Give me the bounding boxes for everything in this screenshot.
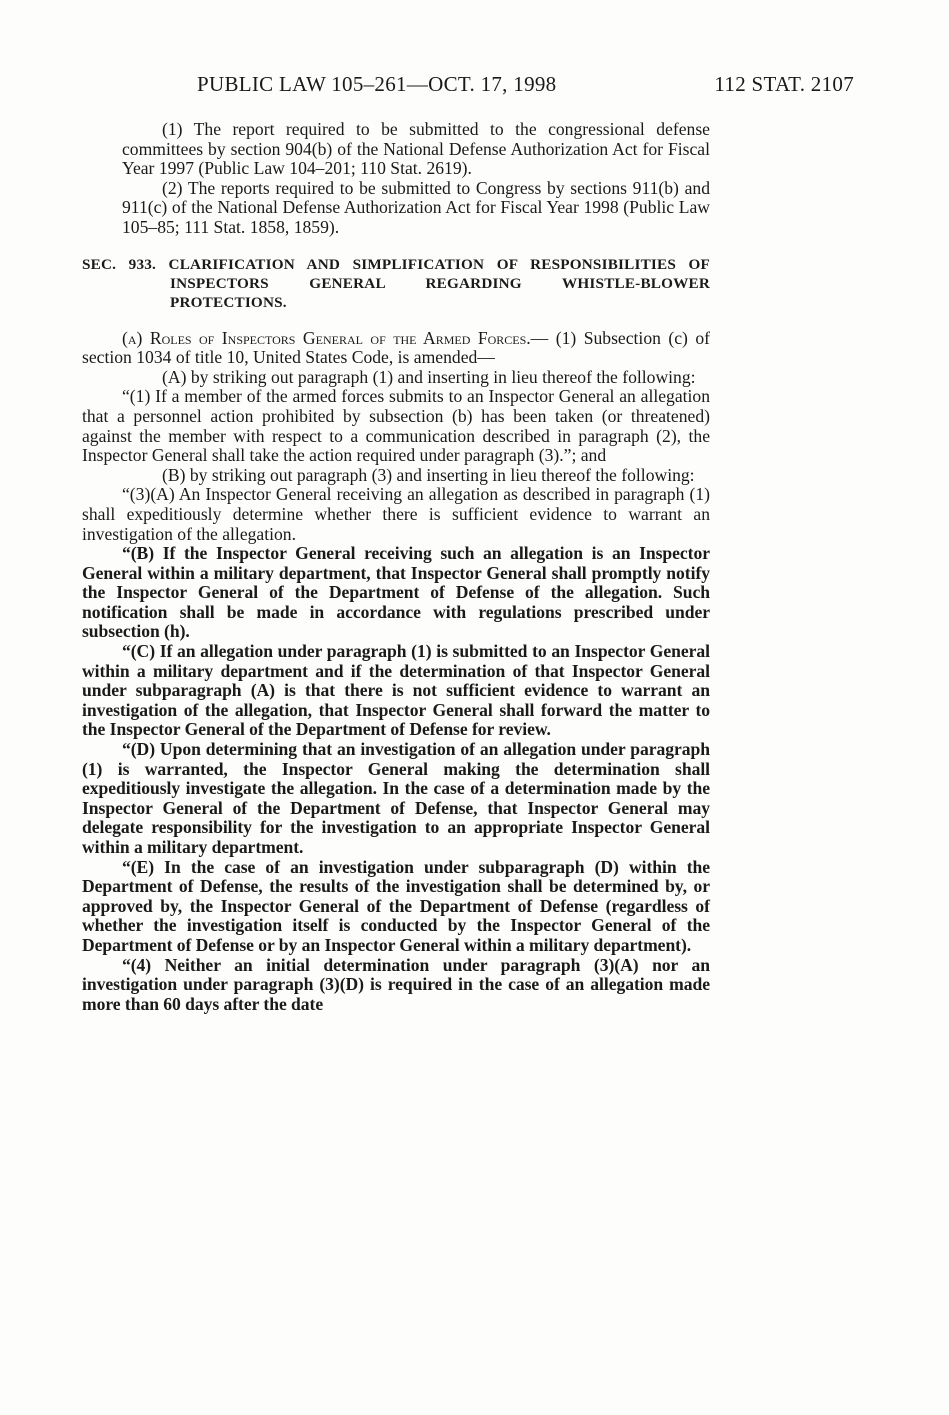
quoted-paragraph-3A: “(3)(A) An Inspector General receiving an allegation as described in paragraph (1) shall expeditiously determine whether there is sufficient evidence to warrant an investigation of the allegation. (82, 484, 710, 544)
clause-B: (B) by striking out paragraph (3) and inserting in lieu thereof the following: (162, 464, 695, 485)
running-head: PUBLIC LAW 105–261—OCT. 17, 1998 (197, 72, 557, 96)
clause-A: (A) by striking out paragraph (1) and inserting in lieu thereof the following: (162, 366, 696, 387)
document-body (82, 120, 710, 1014)
quoted-paragraph-3B: “(B) If the Inspector General receiving such an allegation is an Inspector General within a military department, that Inspector General shall promptly notify the Inspector General of the Department of Defense of the allegation. Such notification shall be made in accordance with regulations prescribed under subsection (h). (82, 543, 710, 642)
spacer (82, 312, 710, 329)
quoted-paragraph-3C: “(C) If an allegation under paragraph (1) is submitted to an Inspector General within a military department and if the determination of that Inspector General under subparagraph (A) is that there is not sufficient evidence to warrant an investigation of the allegation, that Inspector General shall forward the matter to the Inspector General of the Department of Defense for review. (82, 641, 710, 740)
quoted-paragraph-3E: “(E) In the case of an investigation under subparagraph (D) within the Department of Defense, the results of the investigation shall be determined by, or approved by, the Inspector General of the Department of Defense (regardless of whether the investigation itself is conducted by the Inspector General of the Department of Defense or by an Inspector General within a military department). (82, 856, 710, 955)
quoted-paragraph-3D: “(D) Upon determining that an investigation of an allegation under paragraph (1) is warranted, the Inspector General making the determination shall expeditiously investigate the allegation. In the case of a determination made by the Inspector General of the Department of Defense, that Inspector General may delegate responsibility for the investigation to an appropriate Inspector General within a military department. (82, 739, 710, 857)
subsection-a-heading: (a) Roles of Inspectors General of the Armed Forces.— (122, 327, 549, 348)
quoted-paragraph-4: “(4) Neither an initial determination under paragraph (3)(A) nor an investigation under paragraph (3)(D) is required in the case of an allegation made more than 60 days after the date (82, 954, 710, 1014)
bold-quoted-block (82, 544, 710, 1014)
section-heading: SEC. 933. CLARIFICATION AND SIMPLIFICATION OF RESPONSIBILITIES OF INSPECTORS GENERAL REGARDING WHISTLE-BLOWER PROTECTIONS. (82, 255, 710, 311)
paragraph-1: (1) The report required to be submitted to the congressional defense committees by section 904(b) of the National Defense Authorization Act for Fiscal Year 1997 (Public Law 104–201; 110 Stat. 2619). (122, 119, 710, 179)
statute-reference: 112 STAT. 2107 (714, 72, 854, 96)
quoted-paragraph-1: “(1) If a member of the armed forces submits to an Inspector General an allegation that a personnel action prohibited by subsection (b) has been taken (or threatened) against the member with respect to a communication described in paragraph (2), the Inspector General shall take the action required under paragraph (3).”; and (82, 386, 710, 466)
page-header (82, 72, 854, 102)
spacer (82, 238, 710, 255)
subsection-a-text: (1) Subsection (c) of section 1034 of title 10, United States Code, is amended— (82, 327, 710, 368)
paragraph-2: (2) The reports required to be submitted to Congress by sections 911(b) and 911(c) of the National Defense Authorization Act for Fiscal Year 1998 (Public Law 105–85; 111 Stat. 1858, 1859). (122, 177, 710, 237)
subsection-a (82, 329, 710, 368)
